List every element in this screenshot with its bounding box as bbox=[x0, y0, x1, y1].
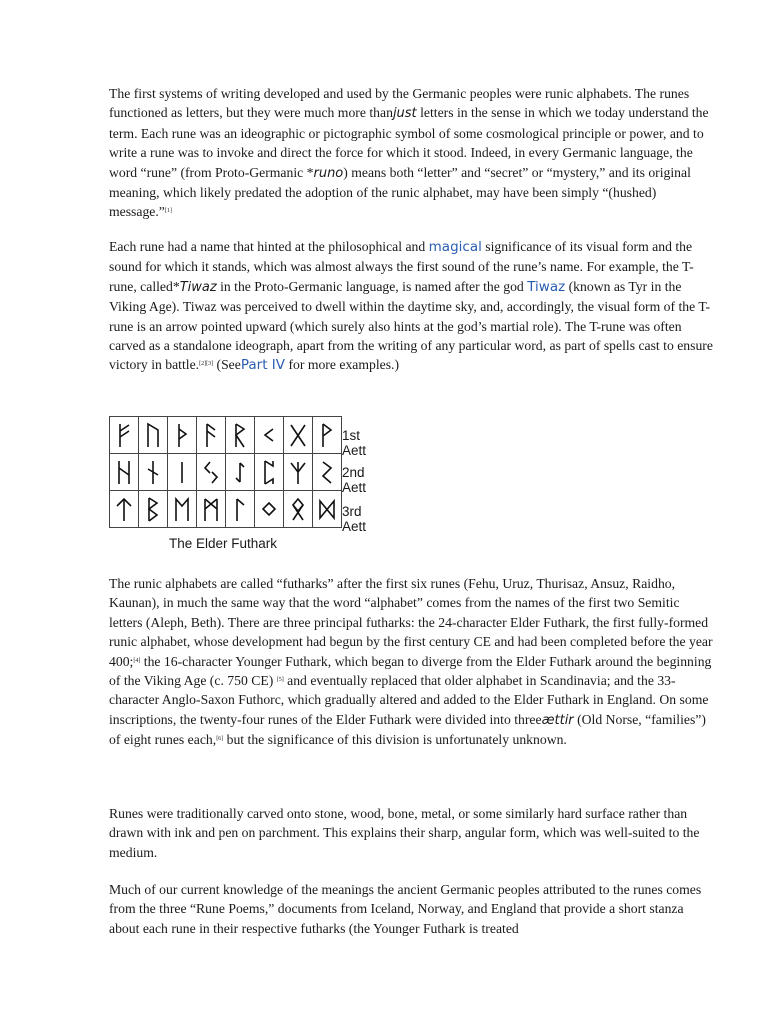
rune-fehu-icon bbox=[110, 417, 139, 454]
paragraph-rune-poems bbox=[109, 880, 715, 938]
text: (See bbox=[213, 357, 241, 373]
footnote-ref-4[interactable]: [4] bbox=[133, 657, 141, 664]
rune-thurisaz-icon bbox=[168, 417, 197, 454]
paragraph-carving bbox=[109, 804, 715, 862]
rune-row-3 bbox=[110, 491, 342, 528]
text: and eventually replaced that older alphabet in Scandinavia; and the 33-character Anglo-Saxon Futhorc, which gradually altered and added to the Elder Futhark in England. On some inscriptions, the twenty-four runes of the Elder Futhark were divided into three bbox=[109, 673, 709, 727]
rune-dagaz-icon bbox=[313, 491, 342, 528]
emphasis-just: just bbox=[392, 106, 417, 122]
text: The runic alphabets are called “futharks” after the first six runes (Fehu, Uruz, Thurisaz, Ansuz, Raidho, Kaunan), in much the same way that the word “alphabet” comes from the names of the first two Semitic letters (Aleph, Beth). There are three principal futharks: the 24-character Elder Futhark, the first fully-formed runic alphabet, whose development had begun by the first century CE and had been completed before the year 400; bbox=[109, 576, 713, 669]
rune-raidho-icon bbox=[226, 417, 255, 454]
rune-tiwaz-icon bbox=[110, 491, 139, 528]
text: in the Proto-Germanic language, is named after the god bbox=[216, 278, 528, 294]
text: Much of our current knowledge of the meanings the ancient Germanic peoples attributed to the runes comes from the three “Rune Poems,” documents from Iceland, Norway, and England that provide a short stanza about each rune in their respective futharks (the Younger Futhark is treated bbox=[109, 882, 702, 936]
aett-label-3: 3rd Aett bbox=[342, 504, 367, 534]
paragraph-rune-names bbox=[109, 237, 715, 376]
aett-label-1: 1st Aett bbox=[342, 428, 367, 458]
text: (Old Norse, “families”) of eight runes each, bbox=[109, 711, 706, 748]
elder-futhark-figure bbox=[109, 416, 367, 551]
rune-hagalaz-icon bbox=[110, 454, 139, 491]
rune-eihwaz-icon bbox=[226, 454, 255, 491]
footnote-ref-2-3[interactable]: [2][3] bbox=[199, 361, 214, 368]
footnote-ref-1[interactable]: [1] bbox=[164, 208, 172, 215]
rune-kaunan-icon bbox=[255, 417, 284, 454]
link-tiwaz[interactable]: Tiwaz bbox=[527, 278, 566, 295]
text: but the significance of this division is unfortunately unknown. bbox=[223, 732, 567, 748]
link-part-iv[interactable]: Part IV bbox=[240, 357, 286, 374]
text: Runes were traditionally carved onto stone, wood, bone, metal, or some similarly hard surface rather than drawn with ink and pen on parchment. This explains their sharp, angular form, which was well-suited to the medium. bbox=[109, 806, 700, 860]
text: letters in the sense in which we today understand the term. Each rune was an ideographic or pictographic symbol of some cosmological principle or power, and to write a rune was to invoke and direct the force for which it stood. Indeed, in every Germanic language, the word “rune” (from Proto-Germanic * bbox=[109, 105, 709, 180]
rune-row-2 bbox=[110, 454, 342, 491]
text: The first systems of writing developed and used by the Germanic peoples were runic alphabets. The runes functioned as letters, but they were much more than bbox=[109, 86, 690, 121]
rune-row-1 bbox=[110, 417, 342, 454]
text: (known as Tyr in the Viking Age). Tiwaz was perceived to dwell within the daytime sky, and, accordingly, the visual form of the T-rune is an arrow pointed upward (which surely also hints at the god’s martial role). The T-rune was often carved as a standalone ideograph, apart from the writing of any particular word, as part of spells cast to ensure victory in battle. bbox=[109, 278, 713, 373]
aett-label-2: 2nd Aett bbox=[342, 465, 367, 495]
rune-othala-icon bbox=[284, 491, 313, 528]
link-magical[interactable]: magical bbox=[428, 239, 482, 255]
text: significance of its visual form and the sound for which it stands, which was almost always the first sound of the rune’s name. For example, the T-rune, called* bbox=[109, 239, 694, 294]
emphasis-runo: runo bbox=[313, 165, 344, 181]
rune-isa-icon bbox=[168, 454, 197, 491]
rune-uruz-icon bbox=[139, 417, 168, 454]
rune-perthro-icon bbox=[255, 454, 284, 491]
rune-ehwaz-icon bbox=[168, 491, 197, 528]
paragraph-futharks bbox=[109, 574, 715, 750]
rune-laguz-icon bbox=[226, 491, 255, 528]
footnote-ref-6[interactable]: [6] bbox=[216, 736, 224, 743]
text: ) means both “letter” and “secret” or “mystery,” and its original meaning, which likely predated the adoption of the runic alphabet, may have been simply “(hushed) message.” bbox=[109, 164, 691, 220]
text: Each rune had a name that hinted at the philosophical and bbox=[109, 239, 429, 254]
rune-ingwaz-icon bbox=[255, 491, 284, 528]
rune-sowilo-icon bbox=[313, 454, 342, 491]
rune-table bbox=[109, 416, 342, 528]
rune-berkano-icon bbox=[139, 491, 168, 528]
rune-naudiz-icon bbox=[139, 454, 168, 491]
paragraph-runic-alphabets bbox=[109, 84, 715, 222]
rune-algiz-icon bbox=[284, 454, 313, 491]
rune-mannaz-icon bbox=[197, 491, 226, 528]
emphasis-aettir: ættir bbox=[541, 712, 574, 728]
text: the 16-character Younger Futhark, which began to diverge from the Elder Futhark around the beginning of the Viking Age (c. 750 CE) bbox=[109, 653, 712, 689]
figure-caption: The Elder Futhark bbox=[169, 536, 278, 551]
rune-wunjo-icon bbox=[313, 417, 342, 454]
rune-jera-icon bbox=[197, 454, 226, 491]
emphasis-tiwaz: Tiwaz bbox=[179, 279, 217, 295]
rune-gebo-icon bbox=[284, 417, 313, 454]
rune-ansuz-icon bbox=[197, 417, 226, 454]
footnote-ref-5[interactable]: [5] bbox=[276, 677, 284, 684]
text: for more examples.) bbox=[285, 357, 400, 373]
